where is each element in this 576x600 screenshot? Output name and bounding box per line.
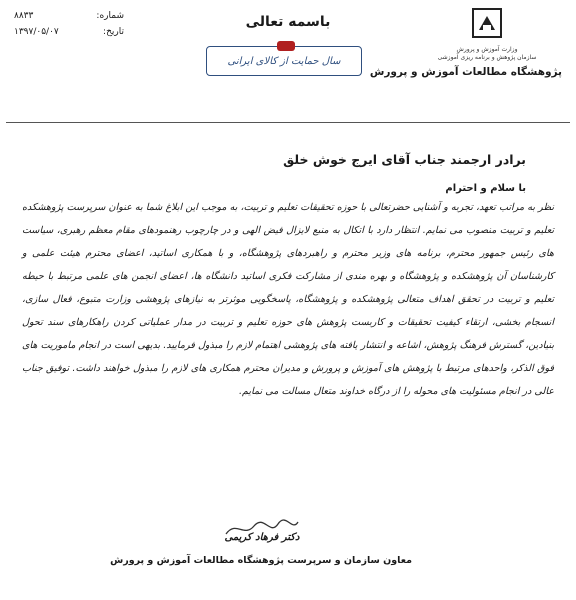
bismillah-heading: باسمه تعالی [245,14,331,30]
number-value: ۸۸۳۳ [14,11,34,21]
signatory-title: معاون سازمان و سرپرست پژوهشگاه مطالعات آموزش و پرورش [110,555,412,566]
year-slogan-banner [206,46,362,76]
letter-content [22,152,554,403]
signatory-name: دکتر فرهاد کریمی [224,532,300,543]
signature-scribble-icon [222,518,302,540]
number-label: شماره: [96,11,124,21]
date-label: تاریخ: [103,27,124,37]
date-row [14,24,124,40]
banner-text: سال حمایت از کالای ایرانی [227,55,341,67]
banner-badge-icon [277,41,295,51]
org-line-ministry: وزارت آموزش و پرورش [456,46,518,53]
letter-body: نظر به مراتب تعهد، تجربه و آشنایی حضرتعالی با حوزه تحقیقات تعلیم و تربیت، به موجب این ابلاغ شما به عنوان سرپرست پژوهشکده تعلیم و تربیت منصوب می نمایم. انتظار دارد با اتکال به منبع لایزال فیض الهی و در چارچوب رهنمودهای مقام معظم رهبری، سیاست های رئیس جمهور محترم، برنامه های وزیر محترم و راهبردهای پژوهشگاه، و با همکاری اساتید، اعضای محترم هیئت علمی و کارشناسان آن پژوهشکده و پژوهشگاه و بهره مندی از مشارکت فکری اساتید دانشگاه ها، اعضای انجمن های علمی مرتبط با حیطه تعلیم و تربیت در تحقق اهداف متعالی پژوهشکده و پژوهشگاه، پاسخگویی موثرتر به نیازهای پژوهشی وزارت متبوع، فعال سازی، انسجام بخشی، ارتقاء کیفیت تحقیقات و کاربست پژوهش های حوزه تعلیم و تربیت در مدار عملیاتی کردن راهکارهای سند تحول بنیادین، گسترش فرهنگ پژوهش، اشاعه و انتشار یافته های پژوهشی اهتمام لازم را مبذول فرمایید. بدیهی است در انجام ماموریت های فوق الذکر، واحدهای مرتبط با پژوهش های آموزش و پرورش و مدیران محترم همکاری های لازم را مبذول خواهند داشت. توفیق جناب عالی در انجام مسئولیت های محوله را از درگاه خداوند متعال مسالت می نمایم. [22,202,554,397]
letter-meta [14,8,124,40]
header-divider [6,122,570,123]
number-row [14,8,124,24]
organization-header [369,6,562,78]
ministry-emblem-icon [470,6,504,40]
signature-block [112,532,412,566]
date-value: ۱۳۹۷/۰۵/۰۷ [14,27,59,37]
greeting-line: با سلام و احترام [445,183,526,194]
org-line-organization: سازمان پژوهش و برنامه ریزی آموزشی [437,54,537,61]
recipient-line: برادر ارجمند جناب آقای ایرج خوش خلق [283,152,526,167]
org-name: پژوهشگاه مطالعات آموزش و پرورش [369,66,562,78]
